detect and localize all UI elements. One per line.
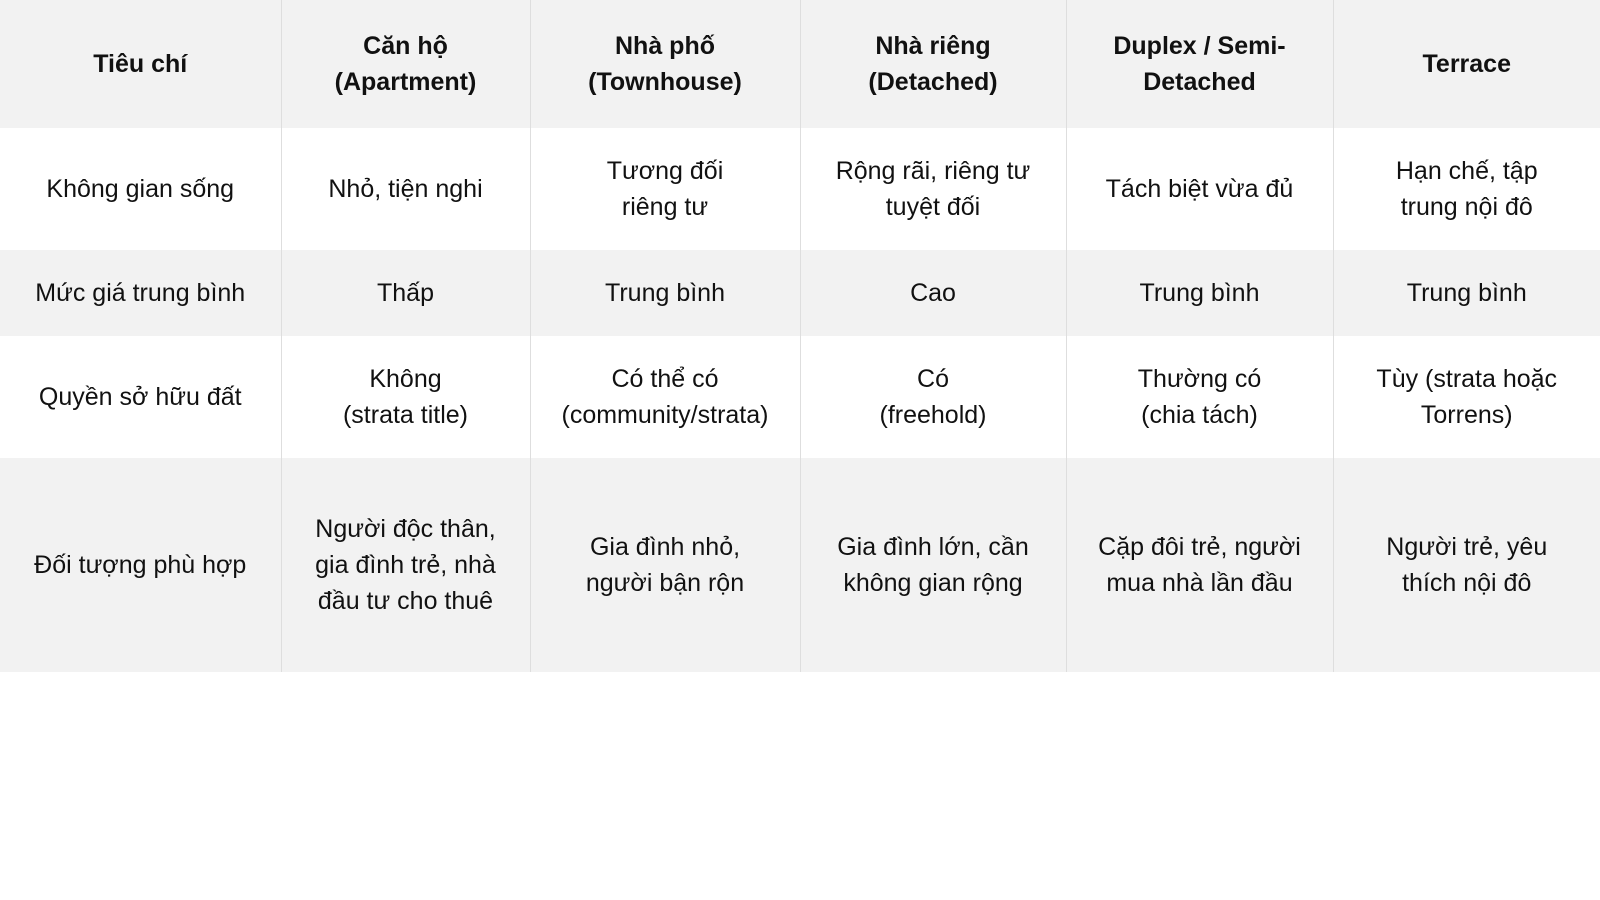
table-cell: Trung bình bbox=[1066, 250, 1333, 336]
table-cell: Tùy (strata hoặc Torrens) bbox=[1333, 336, 1600, 458]
table-row bbox=[0, 458, 1600, 672]
table-cell: Tương đối riêng tư bbox=[530, 128, 800, 250]
table-cell: Người độc thân, gia đình trẻ, nhà đầu tư cho thuê bbox=[281, 458, 530, 672]
row-label: Không gian sống bbox=[0, 128, 281, 250]
table-cell: Người trẻ, yêu thích nội đô bbox=[1333, 458, 1600, 672]
table-cell: Không (strata title) bbox=[281, 336, 530, 458]
header-terrace: Terrace bbox=[1333, 0, 1600, 128]
header-townhouse: Nhà phố (Townhouse) bbox=[530, 0, 800, 128]
table-cell: Cặp đôi trẻ, người mua nhà lần đầu bbox=[1066, 458, 1333, 672]
table-cell: Gia đình lớn, cần không gian rộng bbox=[800, 458, 1066, 672]
table-cell: Trung bình bbox=[1333, 250, 1600, 336]
table-cell: Rộng rãi, riêng tư tuyệt đối bbox=[800, 128, 1066, 250]
table-row bbox=[0, 128, 1600, 250]
table-cell: Có thể có (community/strata) bbox=[530, 336, 800, 458]
row-label: Mức giá trung bình bbox=[0, 250, 281, 336]
table-row bbox=[0, 336, 1600, 458]
header-detached: Nhà riêng (Detached) bbox=[800, 0, 1066, 128]
table-cell: Hạn chế, tập trung nội đô bbox=[1333, 128, 1600, 250]
table-cell: Cao bbox=[800, 250, 1066, 336]
table-cell: Gia đình nhỏ, người bận rộn bbox=[530, 458, 800, 672]
table-cell: Thấp bbox=[281, 250, 530, 336]
table-cell: Trung bình bbox=[530, 250, 800, 336]
table-cell: Có (freehold) bbox=[800, 336, 1066, 458]
row-label: Quyền sở hữu đất bbox=[0, 336, 281, 458]
table-cell: Nhỏ, tiện nghi bbox=[281, 128, 530, 250]
row-label: Đối tượng phù hợp bbox=[0, 458, 281, 672]
header-row bbox=[0, 0, 1600, 128]
table-cell: Tách biệt vừa đủ bbox=[1066, 128, 1333, 250]
header-criteria: Tiêu chí bbox=[0, 0, 281, 128]
table-row bbox=[0, 250, 1600, 336]
header-apartment: Căn hộ (Apartment) bbox=[281, 0, 530, 128]
table-cell: Thường có (chia tách) bbox=[1066, 336, 1333, 458]
header-duplex: Duplex / Semi- Detached bbox=[1066, 0, 1333, 128]
